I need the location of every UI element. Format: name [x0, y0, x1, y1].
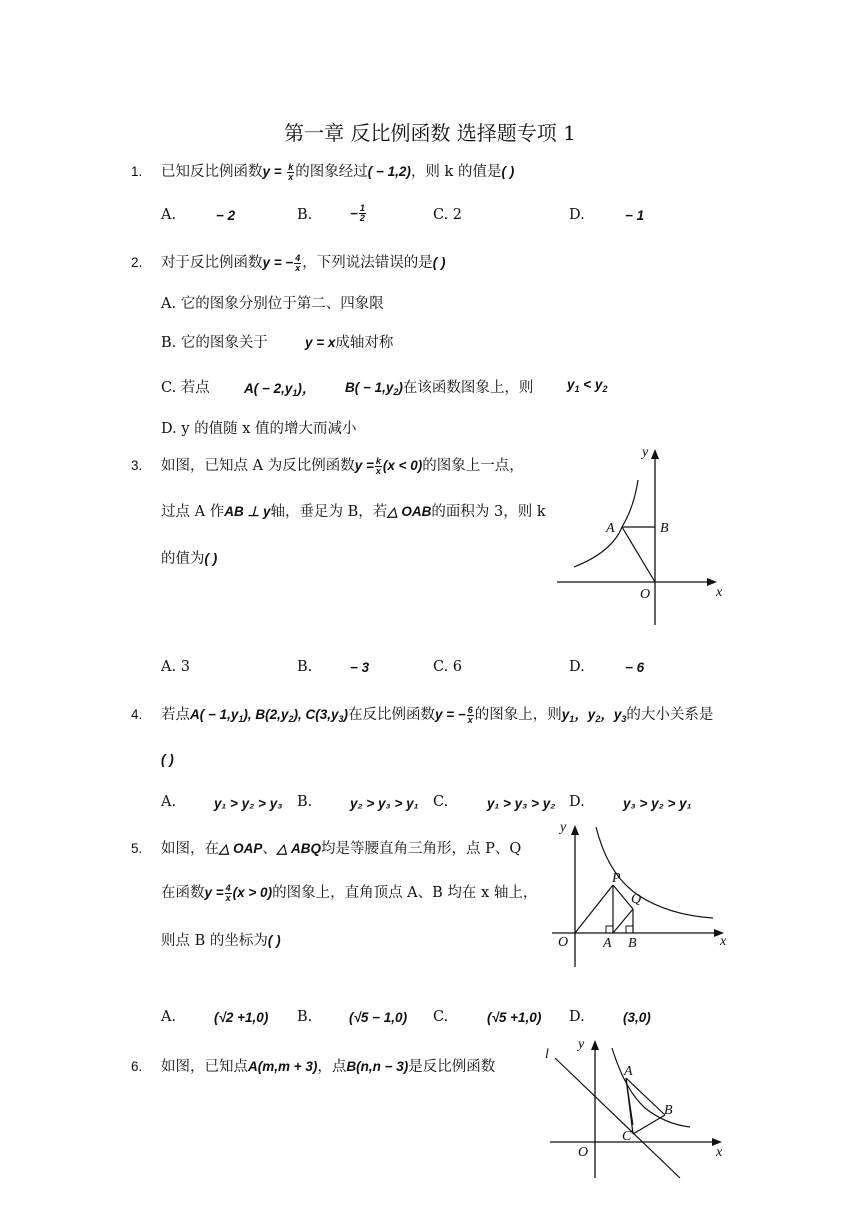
stem-text: 如图，已知点 — [161, 1059, 248, 1075]
option-a-value: y₁ > y₂ > y₃ — [214, 796, 283, 811]
point-text: B( − 1,y — [345, 380, 394, 395]
option-a-value: (√2 +1,0) — [214, 1010, 269, 1025]
point: A(m,m + 3) — [248, 1059, 318, 1074]
answer-blank: ( ) — [501, 164, 515, 179]
point-text: ) — [343, 707, 348, 722]
question-stem-line1 — [161, 454, 524, 476]
option-b-value: (√5 − 1,0) — [349, 1010, 408, 1025]
question-number: 1. — [131, 164, 143, 179]
option-d: D. y 的值随 x 值的增大而减小 — [161, 421, 357, 437]
question-stem-line2 — [161, 500, 546, 521]
numerator: 4 — [295, 252, 301, 263]
answer-blank: ( ) — [267, 933, 281, 948]
stem-text: 过点 A 作 — [161, 504, 225, 520]
stem-text: 在反比例函数 — [347, 707, 435, 723]
option-a-label: A. — [161, 207, 177, 223]
stem-text: 的大小关系是 — [626, 707, 714, 723]
fraction — [287, 163, 294, 182]
denominator: x — [225, 892, 231, 903]
option-d-value: − 6 — [625, 660, 645, 675]
label-a: A — [624, 1064, 633, 1079]
figure-q5 — [548, 815, 733, 975]
question-stem-line3 — [161, 547, 217, 568]
question-number: 5. — [131, 841, 143, 856]
stem-text: 成轴对称 — [335, 335, 394, 351]
option-b-label: B. — [297, 207, 313, 223]
stem-text: 已知反比例函数 — [161, 164, 263, 180]
point: B(n,n − 3) — [346, 1059, 409, 1074]
stem-text: 对于反比例函数 — [161, 255, 263, 271]
option-b-tail — [305, 331, 393, 352]
point-a: $A( - 2,y_1)$， — [244, 381, 316, 398]
label-x: x — [716, 585, 723, 600]
question-number: 3. — [131, 458, 143, 473]
denominator: x — [295, 262, 301, 273]
triangle: △ OAP — [219, 841, 263, 856]
option-c: C. 2 — [433, 207, 463, 223]
fraction — [467, 706, 474, 725]
denominator: x — [288, 171, 294, 182]
question-number: 2. — [131, 255, 143, 270]
stem-text: 均是等腰直角三角形，点 P、Q — [321, 841, 522, 857]
stem-text: 则点 B 的坐标为 — [161, 933, 268, 949]
equation: y = − — [262, 255, 294, 270]
stem-text: 的面积为 3，则 k — [431, 504, 546, 520]
label-x: x — [716, 1145, 723, 1160]
option-d-label: D. — [569, 794, 585, 810]
inequality: $y_1 < y_2$ — [567, 377, 608, 394]
point: ( − 1,2) — [367, 164, 411, 179]
segment: AB — [224, 504, 244, 519]
var: ，y — [600, 707, 622, 722]
triangle: △ ABQ — [276, 841, 322, 856]
stem-text: 如图，已知点 A 为反比例函数 — [161, 458, 355, 474]
option-b-label: B. — [297, 1009, 313, 1025]
label-p: P — [612, 871, 621, 886]
point-text: ) — [398, 380, 403, 395]
numerator: k — [288, 161, 294, 172]
condition: (x > 0) — [232, 885, 273, 900]
option-d-value: − 1 — [625, 208, 645, 223]
stem-text: 是反比例函数 — [408, 1059, 496, 1075]
question-stem — [161, 1055, 495, 1076]
option-b-value — [350, 203, 367, 223]
figure-q3 — [552, 440, 732, 630]
fraction — [225, 884, 232, 903]
question-stem — [161, 251, 446, 273]
option-c-label: C. — [433, 794, 449, 810]
point-b: $B( - 1,y_2)$在该函数图象上，则 — [345, 380, 534, 397]
question-number: 4. — [131, 707, 143, 722]
perp: ⊥ y — [243, 504, 271, 519]
option-b-value: y₂ > y₃ > y₁ — [350, 796, 419, 811]
label-o: O — [578, 1145, 589, 1160]
triangle: △ OAB — [387, 504, 432, 519]
label-l: l — [545, 1047, 549, 1062]
label-b: B — [660, 521, 669, 536]
answer-blank: ( ) — [432, 255, 446, 270]
option-a-value: − 2 — [216, 208, 236, 223]
point-text: ), C(3,y — [293, 707, 339, 722]
label-c: C — [622, 1129, 632, 1144]
point-text: A( − 2,y — [244, 381, 293, 396]
condition: (x < 0) — [382, 458, 423, 473]
var: y — [567, 377, 575, 392]
stem-text: 在该函数图象上，则 — [402, 380, 534, 396]
vars: $y_1$，$y_2$，$y_3$ — [561, 707, 627, 724]
question-stem — [161, 703, 713, 725]
label-o: O — [640, 587, 651, 602]
stem-text: 的图象经过 — [295, 164, 368, 180]
denominator: 2 — [359, 213, 365, 223]
label-o: O — [558, 935, 569, 950]
option-b-value: − 3 — [350, 660, 370, 675]
numerator: 6 — [467, 704, 473, 715]
fraction — [294, 254, 301, 273]
stem-text: 的图象上，直角顶点 A、B 均在 x 轴上， — [272, 885, 538, 901]
label-b: B — [628, 936, 637, 951]
option-b-label: B. 它的图象关于 — [161, 335, 268, 351]
stem-text: 在函数 — [161, 885, 205, 901]
numerator: 1 — [359, 203, 365, 213]
answer-blank: ( ) — [204, 551, 218, 566]
option-d-value: (3,0) — [623, 1010, 651, 1025]
option-c: C. 6 — [433, 659, 463, 675]
equation: y = − — [434, 707, 466, 722]
points: $A( - 1,y_1)$, $B(2,y_2)$, $C(3,y_3)$ — [190, 707, 348, 724]
option-a-label: A. — [161, 794, 177, 810]
numerator: 4 — [225, 882, 231, 893]
label-y: y — [642, 445, 649, 460]
label-q: Q — [631, 892, 642, 907]
label-a: A — [603, 936, 612, 951]
option-a: A. 它的图象分别位于第二、四象限 — [161, 296, 384, 312]
question-stem-line1 — [161, 837, 521, 858]
option-d-value: y₃ > y₂ > y₁ — [623, 796, 692, 811]
point-text: A( − 1,y — [190, 707, 239, 722]
stem-text: ，点 — [317, 1059, 347, 1075]
stem-text: 如图，在 — [161, 841, 219, 857]
question-number: 6. — [131, 1059, 143, 1074]
stem-text: 轴，垂足为 B，若 — [270, 504, 388, 520]
option-d-label: D. — [569, 1009, 585, 1025]
question-stem-line2 — [161, 881, 537, 903]
equation: y = x — [305, 335, 336, 350]
question-stem — [161, 160, 514, 182]
option-b-label: B. — [297, 659, 313, 675]
stem-text: 、 — [262, 841, 277, 857]
var: ，y — [574, 707, 596, 722]
stem-text: 的图象上一点， — [422, 458, 524, 474]
equation: y = — [262, 164, 282, 179]
option-c-value: y₁ > y₃ > y₂ — [487, 796, 556, 811]
minus: − — [350, 206, 358, 221]
option-d-label: D. — [569, 659, 585, 675]
var: < y — [579, 377, 603, 392]
option-a: A. 3 — [161, 659, 190, 675]
page-title: 第一章 反比例函数 选择题专项 1 — [284, 121, 576, 145]
stem-text: 若点 — [161, 707, 190, 723]
label-a: A — [606, 521, 615, 536]
stem-text: ，下列说法错误的是 — [302, 255, 433, 271]
point-text: )， — [297, 381, 316, 396]
label-y: y — [560, 820, 567, 835]
stem-text: ，则 k 的值是 — [410, 164, 502, 180]
label-b: B — [664, 1103, 673, 1118]
equation: y = — [204, 885, 224, 900]
option-d-label: D. — [569, 207, 585, 223]
fraction — [359, 204, 366, 223]
fraction — [375, 457, 382, 476]
option-c-label: C. 若点 — [161, 380, 210, 396]
denominator: x — [467, 714, 473, 725]
var: y — [561, 707, 570, 722]
figure-q6 — [540, 1030, 735, 1180]
point-text: ), B(2,y — [243, 707, 289, 722]
stem-text: 的值为 — [161, 551, 205, 567]
denominator: x — [375, 465, 381, 476]
equation: y = — [354, 458, 374, 473]
answer-blank: ( ) — [161, 752, 174, 767]
question-stem-line3 — [161, 929, 281, 950]
numerator: k — [375, 455, 381, 466]
option-b-label: B. — [297, 794, 313, 810]
option-c-label: C. — [433, 1009, 449, 1025]
stem-text: 的图象上，则 — [474, 707, 562, 723]
label-y: y — [578, 1037, 585, 1052]
option-a-label: A. — [161, 1009, 177, 1025]
label-x: x — [720, 934, 727, 949]
option-c-value: (√5 +1,0) — [487, 1010, 542, 1025]
